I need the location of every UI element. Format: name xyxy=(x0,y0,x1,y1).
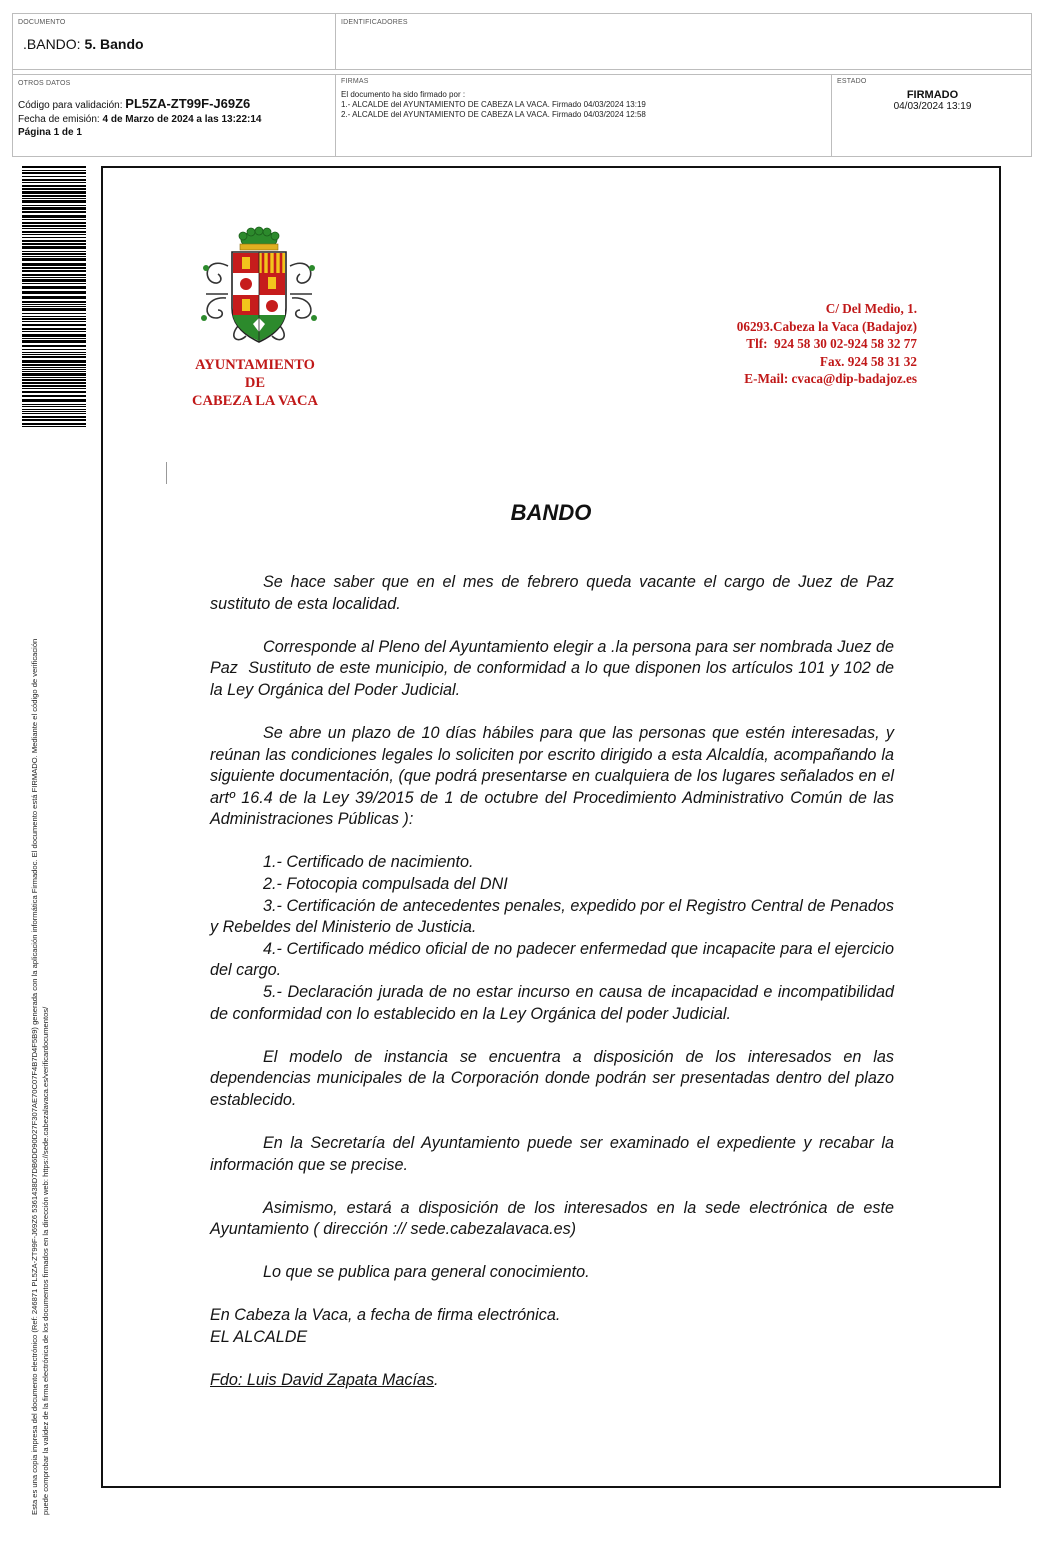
estado-date: 04/03/2024 13:19 xyxy=(893,101,972,112)
estado-value: FIRMADO xyxy=(906,89,959,101)
signature-period: . xyxy=(434,1371,439,1390)
divider-mark xyxy=(166,462,167,484)
barcode-bar xyxy=(22,316,86,317)
barcode-bar xyxy=(22,411,86,412)
barcode-bar xyxy=(22,256,86,257)
barcode-bar xyxy=(22,170,86,171)
barcode-bar xyxy=(22,191,86,194)
barcode-bar xyxy=(22,222,86,224)
barcode-bar xyxy=(22,388,86,389)
barcode-bar xyxy=(22,246,86,249)
barcode-bar xyxy=(22,301,86,303)
barcode-bar xyxy=(22,258,86,261)
barcode-bar xyxy=(22,274,86,276)
barcode-bar xyxy=(22,354,86,355)
town-line-2: DE xyxy=(244,375,266,391)
barcode-bar xyxy=(22,340,86,343)
barcode-bar xyxy=(22,404,86,405)
barcode-bar xyxy=(22,364,86,366)
document-cell xyxy=(13,14,336,69)
barcode-bar xyxy=(22,308,86,311)
barcode-bar xyxy=(22,352,86,353)
barcode-bar xyxy=(22,345,86,347)
document-prefix: .BANDO: xyxy=(23,36,85,52)
barcode-bar xyxy=(22,328,86,330)
barcode-bar xyxy=(22,166,86,168)
barcode-bar xyxy=(22,219,86,220)
barcode-bar xyxy=(22,306,86,307)
barcode-bar xyxy=(22,413,86,414)
identificadores-cell xyxy=(336,14,1033,69)
address-city: 06293.Cabeza la Vaca (Badajoz) xyxy=(736,318,917,334)
header-row-document xyxy=(13,14,1031,70)
paragraph-1: Se hace saber que en el mes de febrero queda vacante el cargo de Juez de Paz sustituto de esta localidad. xyxy=(210,573,894,613)
barcode-bar xyxy=(22,179,86,181)
barcode-bar xyxy=(22,379,86,381)
barcode-bar xyxy=(22,234,86,235)
barcode-bar xyxy=(22,283,86,284)
address-block xyxy=(737,300,917,388)
barcode-bar xyxy=(22,369,86,370)
firma-1: 1.- ALCALDE del AYUNTAMIENTO DE CABEZA LA VACA. Firmado 04/03/2024 13:19 xyxy=(341,100,646,109)
coat-of-arms-icon xyxy=(198,226,320,348)
barcode-bar xyxy=(22,304,86,305)
documento-label: DOCUMENTO xyxy=(18,19,66,26)
otros-datos-cell xyxy=(13,75,336,157)
barcode-bar xyxy=(22,286,86,289)
estado-cell xyxy=(832,75,1033,157)
address-street: C/ Del Medio, 1. xyxy=(825,301,917,316)
barcode-bar xyxy=(22,416,86,418)
barcode-bar xyxy=(22,313,86,314)
page-count: Página 1 de 1 xyxy=(18,127,82,138)
list-item-3: 3.- Certificación de antecedentes penales, expedido por el Registro Central de Penados y Rebeldes del Ministerio de Justicia. xyxy=(210,896,894,937)
barcode-bar xyxy=(22,237,86,238)
town-name xyxy=(180,356,330,410)
signer-role: EL ALCALDE xyxy=(210,1328,308,1347)
barcode-bar xyxy=(22,251,86,252)
town-line-1: AYUNTAMIENTO xyxy=(195,357,315,373)
barcode-bar xyxy=(22,225,86,227)
barcode-bar xyxy=(22,423,86,425)
barcode-bar xyxy=(22,243,86,245)
identificadores-label: IDENTIFICADORES xyxy=(341,19,408,26)
barcode-bar xyxy=(22,356,86,358)
barcode-bar xyxy=(22,360,86,363)
barcode-bar xyxy=(22,385,86,387)
bando-body xyxy=(210,572,899,1392)
place-date: En Cabeza la Vaca, a fecha de firma electrónica. xyxy=(210,1306,561,1325)
barcode-bar xyxy=(22,338,86,339)
barcode-bar xyxy=(22,172,86,174)
document-title xyxy=(23,36,144,52)
paragraph-3: Se abre un plazo de 10 días hábiles para que las personas que estén interesadas, y reúnan las condiciones legales lo soliciten por escrito dirigido a esta Alcaldía, acompañando la siguiente documentación, (que podrá presentarse en cualquiera de los lugares señalados en el artº 16.4 de la Ley 39/2015 de 1 de octubre del Procedimiento Administrativo Común de las Administraciones Públicas ): xyxy=(210,723,894,829)
barcode-bar xyxy=(22,406,86,407)
barcode-bar xyxy=(22,263,86,266)
paragraph-2: Corresponde al Pleno del Ayuntamiento elegir a .la persona para ser nombrada Juez de Paz Sustituto de este municipio, de conformidad a lo que disponen los artículos 101 y 102 de la Ley Orgánica del Poder Judicial. xyxy=(210,637,899,699)
validation-code-label: Código para validación: xyxy=(18,100,126,111)
paragraph-5: En la Secretaría del Ayuntamiento puede ser examinado el expediente y recabar la información que se precise. xyxy=(210,1133,894,1174)
validation-code-value: PL5ZA-ZT99F-J69Z6 xyxy=(125,96,251,111)
barcode-bar xyxy=(22,200,86,203)
paragraph-4: El modelo de instancia se encuentra a disposición de los interesados en las dependencias municipales de la Corporación donde podrán ser presentadas dentro del plazo establecido. xyxy=(210,1047,894,1109)
issue-date-label: Fecha de emisión: xyxy=(18,113,103,125)
barcode-bar xyxy=(22,182,86,183)
barcode-bar xyxy=(22,349,86,350)
issue-date-line xyxy=(18,113,261,127)
town-line-3: CABEZA LA VACA xyxy=(192,393,318,409)
header-row-data xyxy=(13,74,1031,157)
barcode-bar xyxy=(22,331,86,332)
barcode-bar xyxy=(22,409,86,410)
barcode-bar xyxy=(22,240,86,242)
estado-label: ESTADO xyxy=(837,78,867,85)
barcode-bar xyxy=(22,267,86,269)
barcode-bar xyxy=(22,176,86,177)
barcode-bar xyxy=(22,279,86,282)
barcode-bar xyxy=(22,195,86,197)
barcode-bar xyxy=(22,367,86,368)
barcode-bar xyxy=(22,188,86,190)
list-item-2: 2.- Fotocopia compulsada del DNI xyxy=(263,875,508,894)
margin-line-2: puede comprobar la validez de la firma electrónica de los documentos firmados en la dirección web: https://sede.cabezalavaca.es/verificardocumentos/ xyxy=(40,1006,50,1515)
barcode-bar xyxy=(22,198,86,199)
document-name: 5. Bando xyxy=(84,36,144,52)
barcode-bar xyxy=(22,371,86,372)
barcode-bar xyxy=(22,377,86,378)
barcode-bar xyxy=(22,382,86,384)
barcode-bar xyxy=(22,205,86,206)
signature-line xyxy=(210,1370,894,1392)
list-item-5: 5.- Declaración jurada de no estar incurso en causa de incapacidad e incompatibilidad de conformidad con lo establecido en la Ley Orgánica del poder Judicial. xyxy=(210,983,894,1023)
barcode-bar xyxy=(22,211,86,213)
address-phone: Tlf: 924 58 30 02-924 58 32 77 xyxy=(746,336,917,351)
barcode-bar xyxy=(22,215,86,218)
firmas-cell xyxy=(336,75,832,157)
barcode-bar xyxy=(22,318,86,320)
barcode-bar xyxy=(22,185,86,187)
firmas-intro: El documento ha sido firmado por : xyxy=(341,90,466,99)
paragraph-6: Asimismo, estará a disposición de los interesados en la sede electrónica de este Ayuntamiento ( dirección :// sede.cabezalavaca.es) xyxy=(210,1198,894,1239)
barcode xyxy=(22,166,86,430)
verification-margin-text xyxy=(30,639,51,1515)
barcode-bar xyxy=(22,373,86,376)
paragraph-7: Lo que se publica para general conocimiento. xyxy=(263,1263,590,1282)
barcode-bar xyxy=(22,426,86,427)
firmas-label: FIRMAS xyxy=(341,78,369,85)
barcode-bar xyxy=(22,270,86,272)
barcode-bar xyxy=(22,334,86,337)
barcode-bar xyxy=(22,395,86,397)
barcode-bar xyxy=(22,231,86,233)
document-header xyxy=(12,13,1032,157)
address-fax: Fax. 924 58 31 32 xyxy=(819,353,917,369)
barcode-bar xyxy=(22,296,86,299)
barcode-bar xyxy=(22,399,86,402)
barcode-bar xyxy=(22,419,86,421)
barcode-bar xyxy=(22,228,86,229)
barcode-bar xyxy=(22,391,86,393)
validation-code-line xyxy=(18,97,261,113)
otros-datos-label: OTROS DATOS xyxy=(18,80,71,87)
page-title: BANDO xyxy=(510,500,592,525)
barcode-bar xyxy=(22,291,86,294)
firma-2: 2.- ALCALDE del AYUNTAMIENTO DE CABEZA LA VACA. Firmado 04/03/2024 12:58 xyxy=(341,110,646,119)
list-item-4: 4.- Certificado médico oficial de no padecer enfermedad que incapacite para el ejercicio del cargo. xyxy=(210,939,894,980)
signature-name: Fdo: Luis David Zapata Macías xyxy=(210,1371,435,1390)
barcode-bar xyxy=(22,253,86,255)
barcode-bar xyxy=(22,324,86,326)
barcode-bar xyxy=(22,207,86,210)
list-item-1: 1.- Certificado de nacimiento. xyxy=(263,853,474,872)
barcode-bar xyxy=(22,277,86,278)
issue-date-value: 4 de Marzo de 2024 a las 13:22:14 xyxy=(102,113,262,125)
margin-line-1: Esta es una copia impresa del documento electrónico (Ref: 246871 PL5ZA-ZT99F-J69Z6 5361438D7DB6DD90D27F307AE70C07F4B7D4F5B9) generada con la aplicación informática Firmadoc. El documento está FIRMADO. Mediante el código de verificación xyxy=(30,638,39,1515)
address-email: E-Mail: cvaca@dip-badajoz.es xyxy=(744,371,917,386)
barcode-bar xyxy=(22,321,86,322)
